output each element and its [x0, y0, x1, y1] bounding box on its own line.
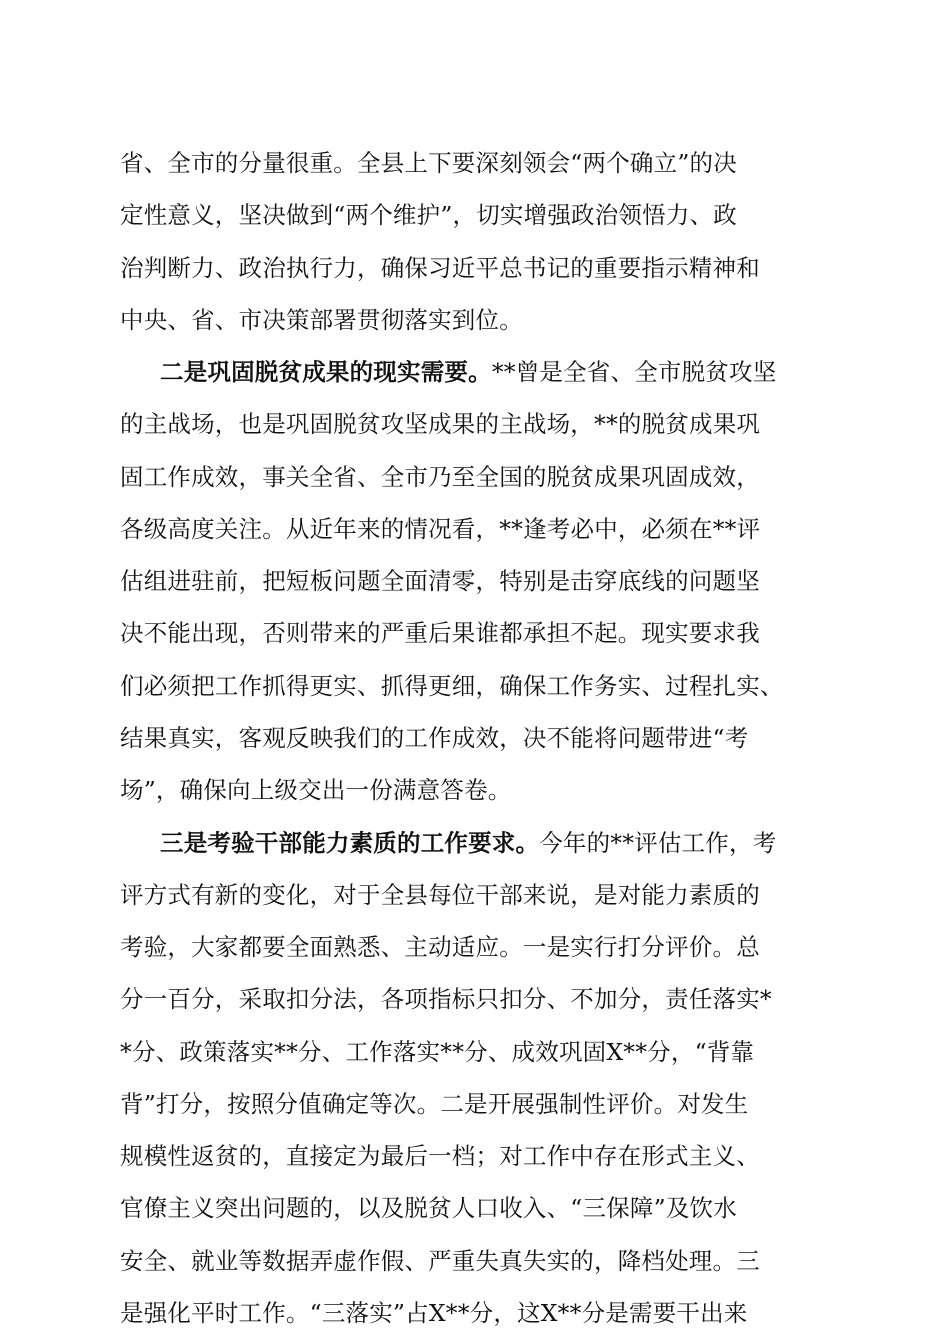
text-line: 固工作成效，事关全省、全市乃至全国的脱贫成果巩固成效，	[120, 463, 760, 491]
paragraph-heading: 二是巩固脱贫成果的现实需要。	[160, 358, 492, 386]
text-line: 背”打分，按照分值确定等次。二是开展强制性评价。对发生	[120, 1090, 749, 1118]
paragraph-heading-line	[160, 349, 910, 395]
text-line: 估组进驻前，把短板问题全面清零，特别是击穿底线的问题坚	[120, 567, 760, 595]
text-run: 今年的**评估工作，考	[539, 829, 777, 857]
text-line: 们必须把工作抓得更实、抓得更细，确保工作务实、过程扎实、	[120, 672, 784, 700]
text-line: *分、政策落实**分、工作落实**分、成效巩固X**分，“背靠	[120, 1038, 755, 1066]
text-line: 中央、省、市决策部署贯彻落实到位。	[120, 306, 523, 334]
text-run: **曾是全省、全市脱贫攻坚	[491, 358, 777, 386]
text-line: 的主战场，也是巩固脱贫攻坚成果的主战场，**的脱贫成果巩	[120, 410, 761, 438]
text-line: 定性意义，坚决做到“两个维护”，切实增强政治领悟力、政	[120, 201, 737, 229]
text-line: 是强化平时工作。“三落实”占X**分，这X**分是需要干出来	[120, 1299, 748, 1327]
text-line: 场”，确保向上级交出一份满意答卷。	[120, 776, 512, 804]
text-line: 治判断力、政治执行力，确保习近平总书记的重要指示精神和	[120, 254, 760, 282]
text-line: 分一百分，采取扣分法，各项指标只扣分、不加分，责任落实*	[120, 985, 772, 1013]
text-line: 决不能出现，否则带来的严重后果谁都承担不起。现实要求我	[120, 619, 760, 647]
text-line: 规模性返贫的，直接定为最后一档；对工作中存在形式主义、	[120, 1142, 760, 1170]
text-line: 安全、就业等数据弄虚作假、严重失真失实的，降档处理。三	[120, 1247, 760, 1275]
text-line: 官僚主义突出问题的，以及脱贫人口收入、“三保障”及饮水	[120, 1194, 737, 1222]
text-line: 省、全市的分量很重。全县上下要深刻领会“两个确立”的决	[120, 149, 737, 177]
text-line: 结果真实，客观反映我们的工作成效，决不能将问题带进“考	[120, 724, 749, 752]
paragraph-heading: 三是考验干部能力素质的工作要求。	[160, 829, 540, 857]
paragraph-heading-line	[160, 820, 910, 866]
text-line: 评方式有新的变化，对于全县每位干部来说，是对能力素质的	[120, 881, 760, 909]
text-line: 各级高度关注。从近年来的情况看，**逢考必中，必须在**评	[120, 515, 761, 543]
text-line: 考验，大家都要全面熟悉、主动适应。一是实行打分评价。总	[120, 933, 760, 961]
